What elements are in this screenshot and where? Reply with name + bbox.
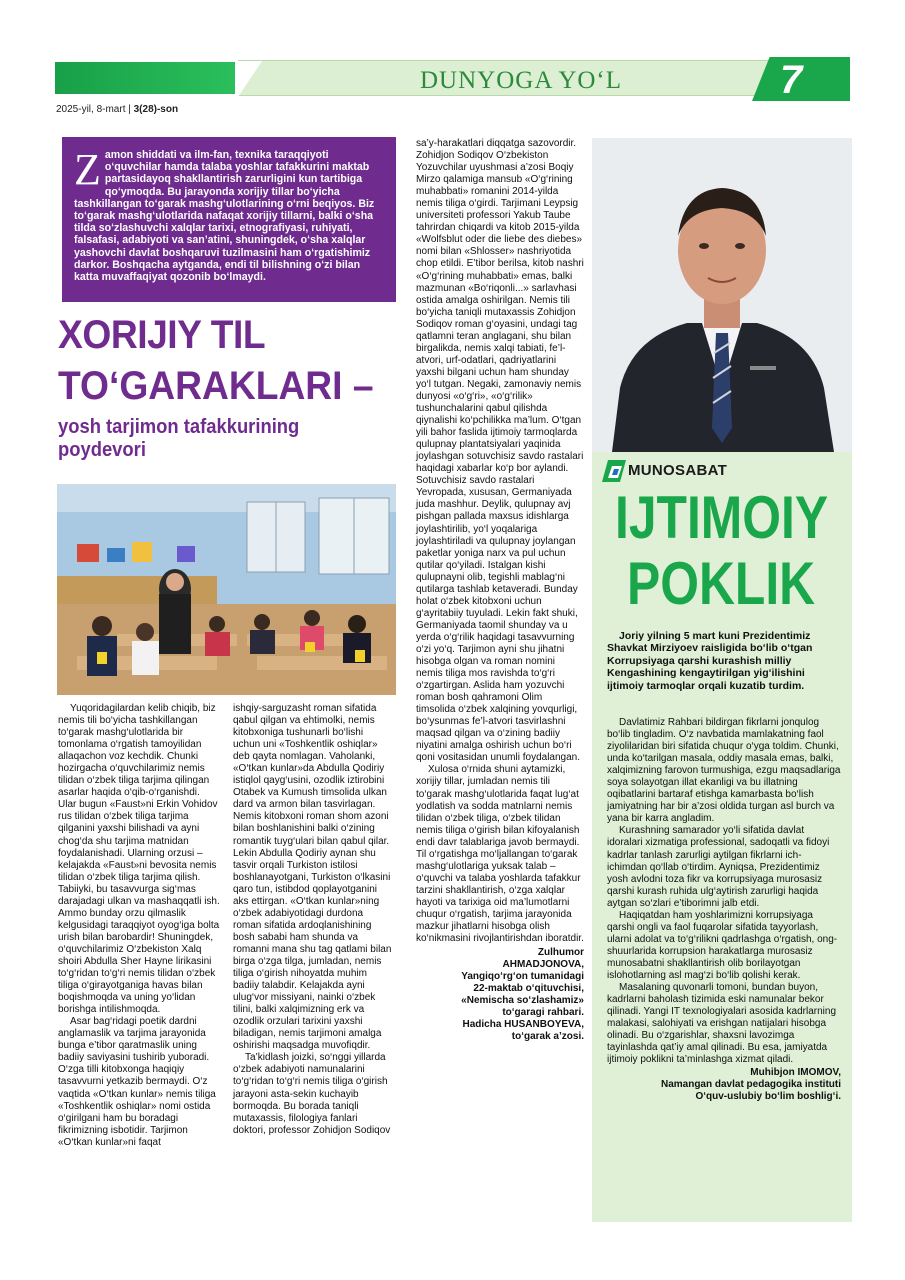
issue-number: 3(28)-son [133,104,179,115]
classroom-photo [57,484,396,695]
headline2-line2: POKLIK [627,550,816,617]
author-line: 22-maktab o‘qituvchisi, [473,983,584,995]
rubric-label [628,462,727,479]
headline-line1: XORIJIY TIL [58,313,266,357]
paragraph: Davlatimiz Rahbari bildirgan fikrlarni jonqulog bo‘lib tingladim. O‘z navbatida mamlakatning faol ziyolilaridan biri sifatida chuqur o‘yga toldim. Chunki, unda ko‘tarilgan masala, oddiy masala emas, balki, xalqimizning farovon turmushiga, ezgu maqsadlariga soya solayotgan illat ekanligi va bu illatning oqibatlarini bartaraf etishga kamarbasta bo‘lish jamiyatning har bir a’zosi oldida turgan asl burch va yana bir karra angladim. [607,717,841,825]
article1-authors [416,947,584,1043]
author-line: Hadicha HUSANBOYEVA, [462,1019,584,1031]
article2-intro: Joriy yilning 5 mart kuni Prezidentimiz Shavkat Mirziyoev raisligida bo‘lib o‘tgan Korrupsiyaga qarshi kurashish milliy Kengashining kengaytirilgan yig‘ilishini ijtimoiy tarmoqlar orqali kuzatib turdim. [607,630,813,692]
lead-text: amon shiddati va ilm-fan, texnika taraqqiyoti o‘quvchilar hamda talaba yoshlar tafakkurini maktab partasidayoq shakllantirish zarurligini kun tartibiga qo‘ymoqda. Bu jarayonda xorijiy tillar bo‘yicha tashkillangan to‘garak mashg‘ulotlarining o‘rni beqiyos. Biz to‘garak mashg‘ulotlarida nafaqat xorijiy tillarni, balki o‘sha tilda so‘zlashuvchi xalqlar tarixi, etnografiyasi, ruhiyati, falsafasi, adabiyoti va san’atini, shuningdek, o‘sha xalqlar yashovchi davlat boshqaruvi tuzilmasini ham o‘rgatishimiz darkor. Boshqacha aytganda, endi til bilishning o‘zi bilan katta muvaffaqiyat qozonib bo‘lmaydi. [74,149,375,284]
article1-column3 [416,138,584,1044]
paragraph: Masalaning quvonarli tomoni, bundan buyon, kadrlarni baholash tizimida eski namunalar bekor qilinadi. Yangi IT texnologiyalari asosida kadrlarning malakasi, salohiyati va erishgan natijalari hisobga olinadi. Bu o‘zgarishlar, shaxsni lavozimga tayinlashda qat’iy amal qilinadi. Bu esa, jamiyatda ijtimoiy poklikni ta’minlashga xizmat qiladi. [607,982,837,1066]
article2-author [607,1067,841,1103]
header-green-bar [55,62,235,94]
article1-column2 [233,703,393,1137]
paragraph: Xulosa o‘rnida shuni aytamizki, xorijiy tillar, jumladan nemis tili to‘garak mashg‘ulotlarida faqat lug‘at yodlatish va sodda matnlarni nemis tilidan o‘zbek tiliga, o‘zbek tilidan nemis tiliga o‘girish bilan kifoyalanish endi davr talablariga javob bermaydi. Til o‘rgatishga mo‘ljallangan to‘garak mashg‘ulotlariga yuksak talab – o‘quvchi va talaba yoshlarda tafakkur tarzini shakllantirish, o‘zga xalqlar hayoti va tarixiga oid ma’lumotlarni chuqur o‘rgatish, tarjima jarayonida mazkur jihatlarni hisobga olish ko‘nikmasini rivojlantirishdan iboratdir. [416,764,584,945]
author-line: Namangan davlat pedagogika instituti [660,1079,841,1091]
lead-drop-cap: Z [74,145,101,194]
article2-body [607,717,841,1104]
author-portrait [592,138,852,452]
page-number: 7 [780,58,803,102]
paragraph: Asar bag‘ridagi poetik dardni anglamaslik va tarjima jarayonida bunga e’tibor qaratmaslik uning badiiy saviyasini tushirib yuboradi. O‘zga tilli kitobxonga haqiqiy tasavvurni yetkazib bermaydi. O‘z vaqtida «O‘tkan kunlar» nemis tiliga «Toshkentlik oshiqlar» nomi ostida o‘girilgani ham bu boradagi fikrimizning isbotidir. Tarjimon «O‘tkan kunlar»ni faqat [58,1016,216,1148]
author-line: to‘garak a’zosi. [511,1031,584,1043]
paragraph: Yuqoridagilardan kelib chiqib, biz nemis tili bo‘yicha tashkillangan to‘garak mashg‘ulotlarida bir tomonlama o‘rgatish tamoyilidan allaqachon voz kechdik. Chunki hozirgacha o‘quvchilarimiz nemis tilidan o‘zbek tiliga tarjima qilingan asarlar haqida o‘qib-o‘rganishdi. Ular bugun «Faust»ni Erkin Vohidov rus tilidan o‘zbek tiliga tarjima qilganini yaxshi bilishadi va ayni chog‘da shu tarjima matnidan foydalanishadi. Ularning orzusi – kelajakda «Faust»ni bevosita nemis tilidan o‘zbek tiliga tarjima qilish. Tabiiyki, bu tasavvurga sig‘mas darajadagi ulkan va mashaqqatli ish. Ammo bunday orzu qilmaslik kelgusidagi taraqqiyot oyog‘iga bolta urish bilan barobardir! Shuningdek, o‘quvchilarimiz O‘zbekiston Xalq shoiri Abdulla Sher Hayne lirikasini to‘g‘ridan to‘g‘ri nemis tilidan o‘zbek tiliga o‘girayotganiga havas bilan boqishmoqda va uning yo‘lidan borishga intilishmoqda. [58,703,220,1016]
paragraph: Ta’kidlash joizki, so‘nggi yillarda o‘zbek adabiyoti namunalarini to‘g‘ridan to‘g‘ri nemis tiliga o‘girish jarayoni asta-sekin kuchayib bormoqda. Bu borada taniqli mutaxassis, filologiya fanlari doktori, professor Zohidjon Sodiqov [233,1052,391,1136]
author-line: Yangiqo‘rg‘on tumanidagi [461,971,584,983]
paragraph: Kurashning samarador yo‘li sifatida davlat idoralari xizmatiga professional, sadoqatli va fidoyi kadrlar tanlash zarurligi aytilgan fikrlarni ich-ichimdan qo‘llab o‘tirdim. Ayniqsa, Prezidentimiz yosh avlodni toza fikr va korrupsiyaga murosasiz qarshi kurash ruhida ulg‘aytirish zarurligi haqida aytgan so‘zlari e’tiborimni jalb etdi. [607,825,830,909]
classroom-image [57,484,396,695]
issue-line: 2025-yil, 8-mart | 3(28)-son [56,104,179,115]
headline2-line1: IJTIMOIY [615,484,829,551]
author-line: O‘quv-uslubiy bo‘lim boshlig‘i. [695,1091,841,1103]
author-line: Zulhumor [537,947,584,959]
paragraph: ishqiy-sarguzasht roman sifatida qabul qilgan va ehtimolki, nemis kitobxoniga tushunarli bo‘lishi uchun uni «Toshkentlik oshiqlar» deb qayta nomlagan. Vaholanki, «O‘tkan kunlar»da Abdulla Qodiriy istiqlol qayg‘usini, ozodlik iztirobini Otabek va Kumush timsolida ulkan dard va armon bilan tasvirlagan. Nemis kitobxoni roman shom azoni bilan boshlanishini balki o‘zining romantik tuyg‘ulari bilan qabul qilar. Lekin Abdulla Qodiriy aynan shu tasvir orqali Turkiston istilosi boshlanayotgani, Turkiston o‘lkasini qaro tun, istibdod qoplayotganini aks ettirgan. «O‘tkan kunlar»ning o‘zbek adabiyotidagi durdona roman sifatida ardoqlanishining bosh sababi ham shunda va romanni mana shu tag qatlami bilan birga o‘zga tilga, jumladan, nemis tiliga o‘girish nihoyatda muhim badiiy talabdir. Kelajakda ayni ulug‘vor missiyani, nainki o‘zbek tilini, balki xalqimizning erk va ozodlik orzulari tarixini yaxshi biladigan, nemis tarjimoni amalga oshirishi maqsadga muvofiqdir. [233,703,392,1052]
author-line: AHMADJONOVA, [502,959,584,971]
headline-subtitle: yosh tarjimon tafakkurining poydevori [58,416,300,461]
rubric-text: MUNOSABAT [628,462,728,479]
author-line: Muhibjon IMOMOV, [750,1067,841,1079]
paragraph: Haqiqatdan ham yoshlarimizni korrupsiyaga qarshi ongli va faol fuqarolar sifatida tayyorlash, ularni adolat va to‘g‘rilikni qadrlashga o‘rgatish, ong-shuurlarida korrupsion harakatlarga murosasiz munosabatni shakllantirish olib borilayotgan islohotlarning asl mag‘zi bo‘lib qolishi kerak. [607,909,838,981]
headline-line2: TO‘GARAKLARI – [58,364,374,408]
issue-date: 2025-yil, 8-mart [56,104,126,115]
rubric-icon [602,460,626,482]
author-line: «Nemischa so‘zlashamiz» [461,995,584,1007]
lead-box [62,137,396,302]
section-title: DUNYOGA YO‘L [420,67,623,94]
author-line: to‘garagi rahbari. [502,1007,584,1019]
portrait-image [592,138,852,452]
article1-column1 [58,703,220,1149]
paragraph: sa’y-harakatlari diqqatga sazovordir. Zohidjon Sodiqov O‘zbekiston Yozuvchilar uyushmasi a’zosi Boqiy Mirzo qalamiga mansub «O‘g‘rining muhabbati» romanini 2014-yilda nemis tiliga o‘girdi. Tarjimani Leypsig universiteti professori Yakub Taube tahrirdan chiqardi va kitob 2015-yilda «Wolfsblut oder die liebe des diebes» nomi bilan «Shlosser» nashriyotida chop etildi. E’tibor berilsa, kitob nashri «O‘g‘rining muhabbati» emas, balki mazmunan «Bo‘riqonli...» sarlavhasi ostida amalga oshirilgan. Nemis tili bo‘yicha taniqli mutaxassis Zohidjon Sodiqov roman g‘oyasini, undagi tag qatlamni teran anglagani, shu bilan birgalikda, nemis xalqi tabiati, fe’l-atvori, urf-odatlari, qadriyatlarini yaxshi bilgani uchun ham shunday yo‘l tutgan. Negaki, zamonaviy nemis dunyosi «o‘g‘ri», «o‘g‘rilik» tushunchalarini qabul qilishda qiynalishi ko‘pchilikka ma’lum. O‘tgan yili bahor faslida ijtimoiy tarmoqlarda qulupnay plantatsiyalari yaqinida joylashgan sotuvchisiz savdo rastalari haqidagi xabarlar ko‘p bor aylandi. Sotuvchisiz savdo rastalari Yevropada, xususan, Germaniyada juda mashhur. Deylik, qulupnay avj pishgan pallada maxsus idishlarga joylashtirilib, yo‘l yoqalariga joylashtiriladi va qulupnay joylangan paketlar yoniga narx va pul uchun qutilar qo‘yiladi. Istalgan kishi qulupnayni olib, tegishli mablag‘ni qutilarga tashlab ketaveradi. Bunday holat o‘zbek kitobxoni uchun g‘ayritabiiy tuyuladi. Lekin fakt shuki, Germaniyada taomil shunday va u yerda o‘g‘rilik haqidagi tasavvurning o‘zi yo‘q. Tarjimon ayni shu jihatni hisobga olgan va roman nomini nemis tiliga mos ravishda to‘g‘ri o‘zgartirgan. Aslida ham yozuvchi roman bosh qahramoni Olim timsolida o‘zbek xalqining yovqurligi, bo‘ysunmas fe’l-atvori tasvirlashni maqsad qilgan va o‘zining badiiy niyatini amalga oshirish uchun bo‘ri qoni vositasidan unumli foydalangan. [416,138,584,764]
